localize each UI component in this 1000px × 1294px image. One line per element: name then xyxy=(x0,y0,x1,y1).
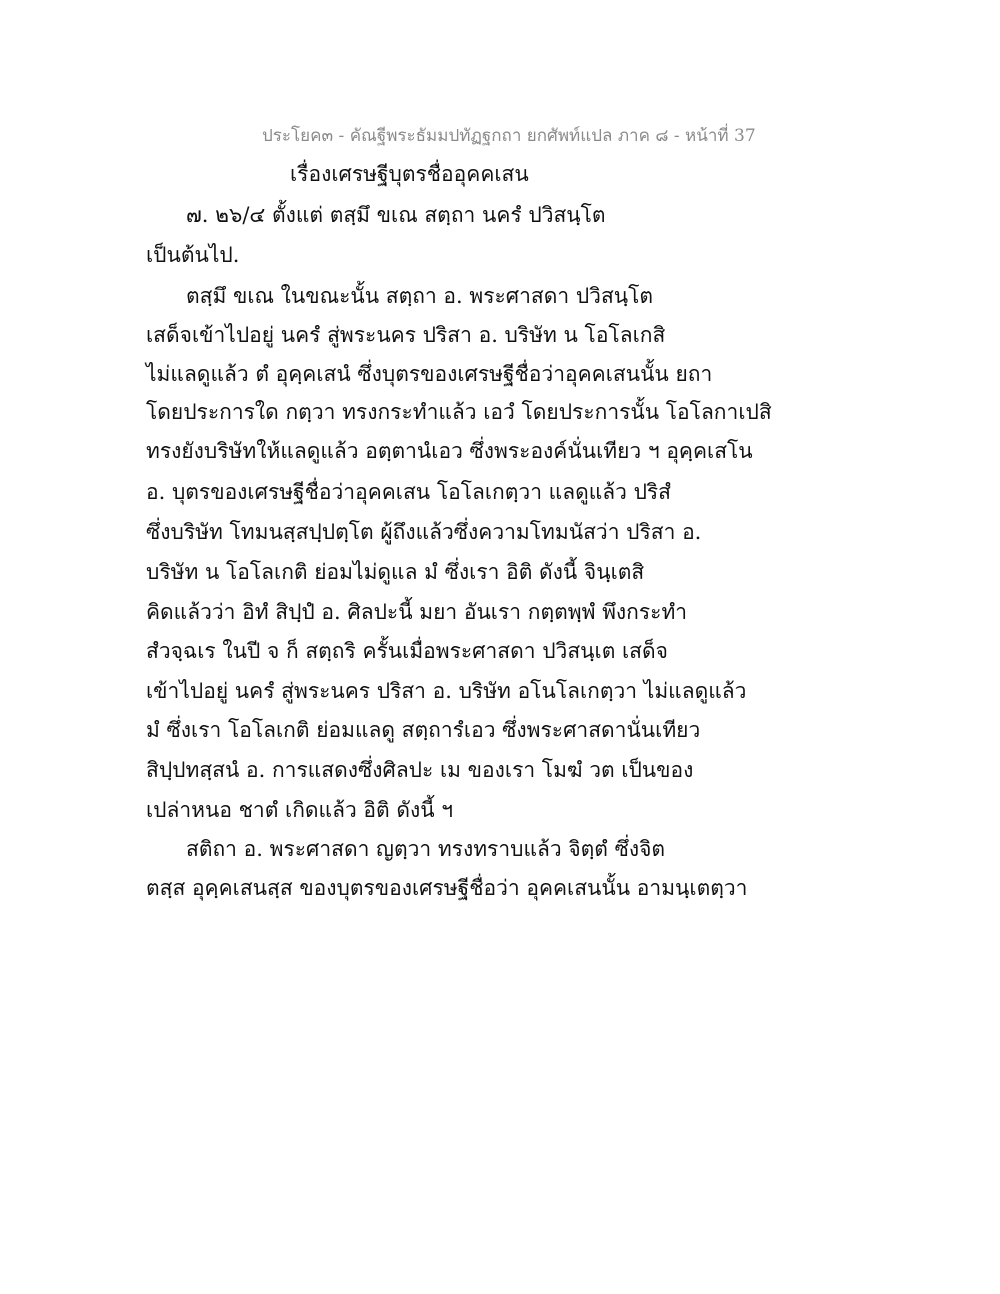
text-line: เสด็จเข้าไปอยู่ นครํ สู่พระนคร ปริสา อ. บริษัท น โอโลเกสิ xyxy=(146,323,666,347)
text-line: คิดแล้วว่า อิทํ สิปฺปํ อ. ศิลปะนี้ มยา อันเรา กตฺตพฺพํ พึงกระทำ xyxy=(146,600,688,624)
text-line: อ. บุตรของเศรษฐีชื่อว่าอุคคเสน โอโลเกตฺวา แลดูแล้ว ปริสํ xyxy=(146,480,671,504)
text-line: ตสฺมึ ขเณ ในขณะนั้น สตฺถา อ. พระศาสดา ปวิสนฺโต xyxy=(186,284,654,308)
text-line: ไม่แลดูแล้ว ตํ อุคฺคเสนํ ซึ่งบุตรของเศรษฐีชื่อว่าอุคคเสนนั้น ยถา xyxy=(146,362,713,386)
text-line: โดยประการใด กตฺวา ทรงกระทำแล้ว เอวํ โดยประการนั้น โอโลกาเปสิ xyxy=(146,400,772,424)
text-line: ตสฺส อุคฺคเสนสฺส ของบุตรของเศรษฐีชื่อว่า อุคคเสนนั้น อามนฺเตตฺวา xyxy=(146,876,748,900)
text-line: สํวจฺฉเร ในปี จ ก็ สตฺถริ ครั้นเมื่อพระศาสดา ปวิสนฺเต เสด็จ xyxy=(146,639,668,663)
text-line: สิปฺปทสฺสนํ อ. การแสดงซึ่งศิลปะ เม ของเรา โมฆํ วต เป็นของ xyxy=(146,758,694,782)
text-line: เปล่าหนอ ชาตํ เกิดแล้ว อิติ ดังนี้ ฯ xyxy=(146,798,454,822)
text-line: ทรงยังบริษัทให้แลดูแล้ว อตฺตานํเอว ซึ่งพระองค์นั่นเทียว ฯ อุคฺคเสโน xyxy=(146,439,753,463)
text-line: ๗. ๒๖/๔ ตั้งแต่ ตสฺมึ ขเณ สตฺถา นครํ ปวิสนฺโต xyxy=(186,203,606,227)
text-line: บริษัท น โอโลเกติ ย่อมไม่ดูแล มํ ซึ่งเรา อิติ ดังนี้ จินฺเตสิ xyxy=(146,560,645,584)
text-line: ซึ่งบริษัท โทมนสฺสปฺปตฺโต ผู้ถึงแล้วซึ่งความโทมนัสว่า ปริสา อ. xyxy=(146,520,702,544)
text-line: สติถา อ. พระศาสดา ญตฺวา ทรงทราบแล้ว จิตฺตํ ซึ่งจิต xyxy=(186,837,666,861)
story-title: เรื่องเศรษฐีบุตรชื่ออุคคเสน xyxy=(290,162,529,186)
text-line: เป็นต้นไป. xyxy=(146,243,240,267)
text-line: มํ ซึ่งเรา โอโลเกติ ย่อมแลดู สตฺถารํเอว ซึ่งพระศาสดานั่นเทียว xyxy=(146,718,701,742)
page-header: ประโยค๓ - คัณฐีพระธัมมปทัฏฐกถา ยกศัพท์แปล ภาค ๘ - หน้าที่ 37 xyxy=(262,126,756,146)
text-line: เข้าไปอยู่ นครํ สู่พระนคร ปริสา อ. บริษัท อโนโลเกตฺวา ไม่แลดูแล้ว xyxy=(146,679,747,703)
